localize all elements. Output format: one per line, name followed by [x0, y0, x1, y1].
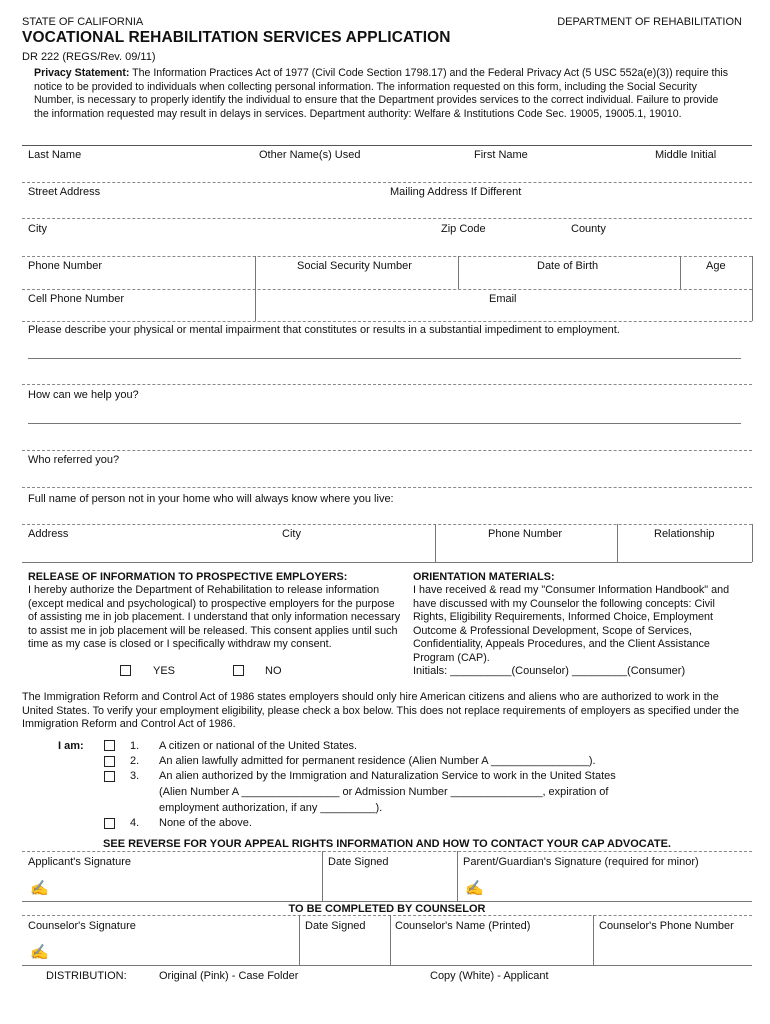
option-number: 1.: [130, 740, 140, 752]
divider: [22, 145, 752, 146]
divider: [22, 289, 752, 290]
divider: [22, 915, 752, 916]
zip-field[interactable]: Zip Code: [441, 223, 486, 235]
signature-pen-icon: ✍: [465, 880, 484, 897]
distribution-copy: Copy (White) - Applicant: [430, 970, 549, 982]
divider: [22, 487, 752, 488]
divider: [457, 851, 458, 901]
divider: [22, 218, 752, 219]
counselor-name-field[interactable]: Counselor's Name (Printed): [395, 920, 531, 932]
impairment-prompt: Please describe your physical or mental impairment that constitutes or results in a substantial impediment to employment.: [28, 324, 620, 336]
divider: [22, 965, 752, 966]
contact-person-field[interactable]: Full name of person not in your home who will always know where you live:: [28, 493, 394, 505]
immigration-option-4-checkbox[interactable]: [104, 818, 115, 829]
option-number: 2.: [130, 755, 140, 767]
department-label: DEPARTMENT OF REHABILITATION: [557, 16, 742, 28]
divider: [458, 256, 459, 289]
form-number: DR 222 (REGS/Rev. 09/11): [22, 51, 156, 63]
middle-initial-field[interactable]: Middle Initial: [655, 149, 717, 161]
help-prompt: How can we help you?: [28, 389, 139, 401]
option-2-text: An alien lawfully admitted for permanent residence (Alien Number A ________________).: [159, 755, 596, 767]
immigration-option-3-checkbox[interactable]: [104, 771, 115, 782]
option-3-line-3: employment authorization, if any _________).: [159, 802, 383, 814]
reverse-notice: SEE REVERSE FOR YOUR APPEAL RIGHTS INFORMATION AND HOW TO CONTACT YOUR CAP ADVOCATE.: [103, 838, 671, 850]
mailing-address-field[interactable]: Mailing Address If Different: [390, 186, 522, 198]
option-1-text: A citizen or national of the United States.: [159, 740, 358, 752]
street-address-field[interactable]: Street Address: [28, 186, 101, 198]
state-label: STATE OF CALIFORNIA: [22, 16, 144, 28]
divider: [435, 524, 436, 562]
signature-pen-icon: ✍: [30, 944, 49, 961]
immigration-text: The Immigration Reform and Control Act of 1986 states employers should only hire American citizens and aliens who are authorized to work in the United States. To verify your employment eligibility, please check a box below. This does not replace requirements of employers as specified under the Immigration Reform and Control Act of 1986.: [22, 691, 740, 730]
phone-field[interactable]: Phone Number: [28, 260, 102, 272]
divider: [22, 384, 752, 385]
contact-city-field[interactable]: City: [282, 528, 301, 540]
dob-field[interactable]: Date of Birth: [537, 260, 599, 272]
divider: [390, 915, 391, 965]
option-number: 4.: [130, 817, 140, 829]
divider: [752, 524, 753, 562]
signature-pen-icon: ✍: [30, 880, 49, 897]
email-field[interactable]: Email: [489, 293, 517, 305]
age-field[interactable]: Age: [706, 260, 726, 272]
applicant-signature-field[interactable]: Applicant's Signature: [28, 856, 131, 868]
divider: [22, 256, 752, 257]
divider: [617, 524, 618, 562]
counselor-section-title: TO BE COMPLETED BY COUNSELOR: [288, 903, 486, 915]
divider: [752, 256, 753, 321]
immigration-option-1-checkbox[interactable]: [104, 740, 115, 751]
release-no-checkbox[interactable]: [233, 665, 244, 676]
divider: [255, 256, 256, 321]
option-number: 3.: [130, 770, 140, 782]
divider: [22, 524, 752, 525]
divider: [593, 915, 594, 965]
counselor-phone-field[interactable]: Counselor's Phone Number: [599, 920, 734, 932]
help-input-line[interactable]: [28, 423, 741, 424]
release-text: I hereby authorize the Department of Rehabilitation to release information (except medical and psychological) to prospective employers for the purpose of assisting me in job placement. I understand that only information necessary to assist me in job placement will be released. This consent applies until such time as my case is closed or I specifically withdraw my consent.: [28, 584, 401, 650]
i-am-label: I am:: [58, 740, 84, 752]
release-no-label: NO: [265, 665, 282, 677]
applicant-date-field[interactable]: Date Signed: [328, 856, 389, 868]
counselor-date-field[interactable]: Date Signed: [305, 920, 366, 932]
orientation-title: ORIENTATION MATERIALS:: [413, 571, 555, 583]
cell-phone-field[interactable]: Cell Phone Number: [28, 293, 124, 305]
divider: [680, 256, 681, 289]
option-4-text: None of the above.: [159, 817, 252, 829]
divider: [22, 321, 752, 322]
release-yes-label: YES: [153, 665, 176, 677]
contact-address-field[interactable]: Address: [28, 528, 69, 540]
distribution-original: Original (Pink) - Case Folder: [159, 970, 299, 982]
contact-relationship-field[interactable]: Relationship: [654, 528, 715, 540]
first-name-field[interactable]: First Name: [474, 149, 528, 161]
referred-field[interactable]: Who referred you?: [28, 454, 120, 466]
last-name-field[interactable]: Last Name: [28, 149, 82, 161]
counselor-signature-field[interactable]: Counselor's Signature: [28, 920, 136, 932]
privacy-label: Privacy Statement:: [34, 67, 130, 79]
immigration-option-2-checkbox[interactable]: [104, 756, 115, 767]
divider: [22, 450, 752, 451]
orientation-initials[interactable]: Initials: __________(Counselor) _________(Consumer): [413, 665, 686, 677]
contact-phone-field[interactable]: Phone Number: [488, 528, 562, 540]
divider: [22, 851, 752, 852]
option-3-text: An alien authorized by the Immigration and Naturalization Service to work in the United States: [159, 770, 616, 782]
distribution-label: DISTRIBUTION:: [46, 970, 127, 982]
release-title: RELEASE OF INFORMATION TO PROSPECTIVE EMPLOYERS:: [28, 571, 348, 583]
orientation-text: I have received & read my "Consumer Information Handbook" and have discussed with my Counselor the following concepts: Civil Rights, Eligibility Requirements, Informed Choice, Employment Outcome & Professional Development, Scope of Services, Confidentiality, Appeals Procedures, and the Client Assistance Program (CAP).: [413, 584, 730, 664]
other-names-field[interactable]: Other Name(s) Used: [259, 149, 361, 161]
divider: [22, 562, 752, 563]
option-3-line-2: (Alien Number A ________________ or Admission Number _______________, expiration of: [159, 786, 609, 798]
divider: [299, 915, 300, 965]
release-yes-checkbox[interactable]: [120, 665, 131, 676]
city-field[interactable]: City: [28, 223, 47, 235]
divider: [22, 901, 752, 902]
county-field[interactable]: County: [571, 223, 606, 235]
privacy-text: The Information Practices Act of 1977 (Civil Code Section 1798.17) and the Federal Privacy Act (5 USC 552a(e)(3)) require this notice to be provided to individuals when collecting personal information. The information requested on this form, including the Social Security Number, is necessary to properly identify the individual to ensure that the Department provides services to the correct individual. Failure to provide the information requested may result in delays in services. Department authority: Welfare & Institutions Code Sec. 19005, 19005.1, 19010.: [34, 67, 729, 120]
divider: [22, 182, 752, 183]
privacy-statement: [34, 67, 734, 121]
impairment-input-line[interactable]: [28, 358, 741, 359]
divider: [322, 851, 323, 901]
parent-signature-field[interactable]: Parent/Guardian's Signature (required for minor): [463, 856, 699, 868]
form-title: VOCATIONAL REHABILITATION SERVICES APPLICATION: [22, 29, 451, 46]
ssn-field[interactable]: Social Security Number: [297, 260, 412, 272]
